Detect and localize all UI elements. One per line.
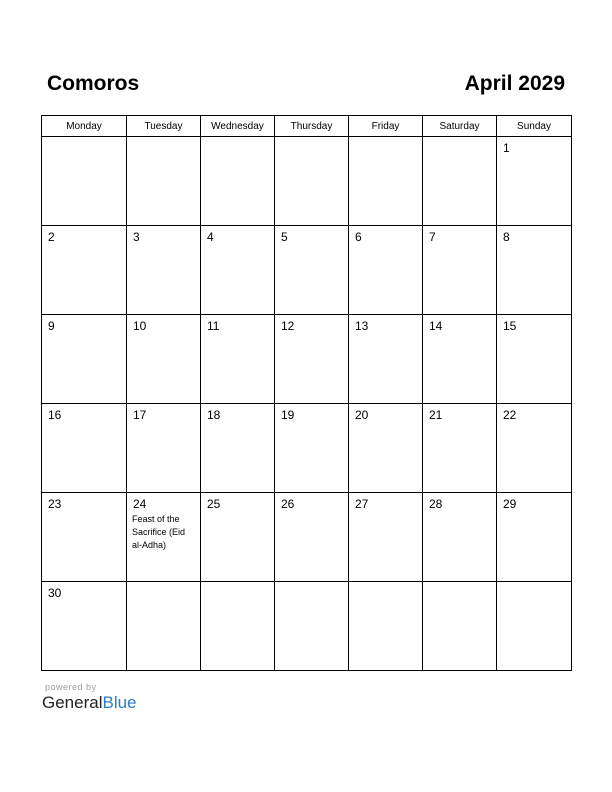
day-cell <box>42 315 127 404</box>
day-cell <box>423 493 497 582</box>
weekday-header: Thursday <box>275 116 349 137</box>
day-number: 11 <box>207 319 220 333</box>
day-cell <box>423 404 497 493</box>
day-number: 20 <box>355 408 369 422</box>
day-cell <box>42 493 127 582</box>
day-number: 16 <box>48 408 62 422</box>
weekday-header: Sunday <box>497 116 572 137</box>
day-cell <box>42 582 127 671</box>
weekday-header: Friday <box>349 116 423 137</box>
day-cell <box>201 137 275 226</box>
day-cell <box>497 493 572 582</box>
day-cell <box>349 404 423 493</box>
weekday-header-row <box>42 116 572 137</box>
day-number: 27 <box>355 497 369 511</box>
day-cell <box>497 137 572 226</box>
weekday-header: Saturday <box>423 116 497 137</box>
day-number: 17 <box>133 408 147 422</box>
day-cell <box>42 404 127 493</box>
day-number: 12 <box>281 319 295 333</box>
day-number: 6 <box>355 230 362 244</box>
day-number: 5 <box>281 230 288 244</box>
day-number: 28 <box>429 497 443 511</box>
day-number: 19 <box>281 408 295 422</box>
day-number: 10 <box>133 319 147 333</box>
day-number: 30 <box>48 586 62 600</box>
day-number: 7 <box>429 230 436 244</box>
calendar-grid <box>41 115 572 671</box>
day-cell <box>275 404 349 493</box>
day-number: 9 <box>48 319 55 333</box>
day-number: 2 <box>48 230 55 244</box>
day-cell <box>127 493 201 582</box>
day-number: 24 <box>133 497 147 511</box>
day-number: 22 <box>503 408 517 422</box>
day-cell <box>497 226 572 315</box>
day-cell <box>497 315 572 404</box>
day-cell <box>127 582 201 671</box>
day-cell <box>423 226 497 315</box>
day-cell <box>275 315 349 404</box>
brand-general-text: General <box>42 693 103 712</box>
day-number: 1 <box>503 141 510 155</box>
holiday-label: Feast of the Sacrifice (Eid al-Adha) <box>132 514 186 550</box>
day-cell <box>42 137 127 226</box>
day-number: 18 <box>207 408 221 422</box>
day-cell <box>275 493 349 582</box>
brand-blue-text: Blue <box>102 693 137 712</box>
day-cell <box>423 137 497 226</box>
week-row <box>42 582 572 671</box>
day-cell <box>201 582 275 671</box>
week-row <box>42 493 572 582</box>
week-row <box>42 315 572 404</box>
day-cell <box>201 404 275 493</box>
month-year-title: April 2029 <box>464 72 565 95</box>
day-cell <box>275 582 349 671</box>
day-cell <box>349 226 423 315</box>
week-row <box>42 226 572 315</box>
day-cell <box>349 582 423 671</box>
day-cell <box>497 582 572 671</box>
day-cell <box>127 315 201 404</box>
day-number: 15 <box>503 319 517 333</box>
day-number: 23 <box>48 497 62 511</box>
day-number: 4 <box>207 230 214 244</box>
day-number: 21 <box>429 408 443 422</box>
day-number: 8 <box>503 230 510 244</box>
day-cell <box>201 226 275 315</box>
country-title: Comoros <box>47 72 140 95</box>
weekday-header: Wednesday <box>201 116 275 137</box>
weekday-header: Monday <box>42 116 127 137</box>
day-number: 13 <box>355 319 369 333</box>
day-number: 29 <box>503 497 517 511</box>
generalblue-logo[interactable] <box>42 693 137 713</box>
day-cell <box>201 493 275 582</box>
day-number: 25 <box>207 497 221 511</box>
week-row <box>42 137 572 226</box>
weekday-header: Tuesday <box>127 116 201 137</box>
day-cell <box>497 404 572 493</box>
day-cell <box>349 137 423 226</box>
day-cell <box>201 315 275 404</box>
powered-by-label: powered by <box>45 682 97 692</box>
day-cell <box>275 137 349 226</box>
day-cell <box>349 493 423 582</box>
day-cell <box>127 226 201 315</box>
day-cell <box>42 226 127 315</box>
day-cell <box>349 315 423 404</box>
week-row <box>42 404 572 493</box>
day-cell <box>127 137 201 226</box>
day-number: 26 <box>281 497 295 511</box>
day-cell <box>423 315 497 404</box>
day-number: 3 <box>133 230 140 244</box>
day-cell <box>275 226 349 315</box>
day-cell <box>423 582 497 671</box>
day-number: 14 <box>429 319 443 333</box>
day-cell <box>127 404 201 493</box>
